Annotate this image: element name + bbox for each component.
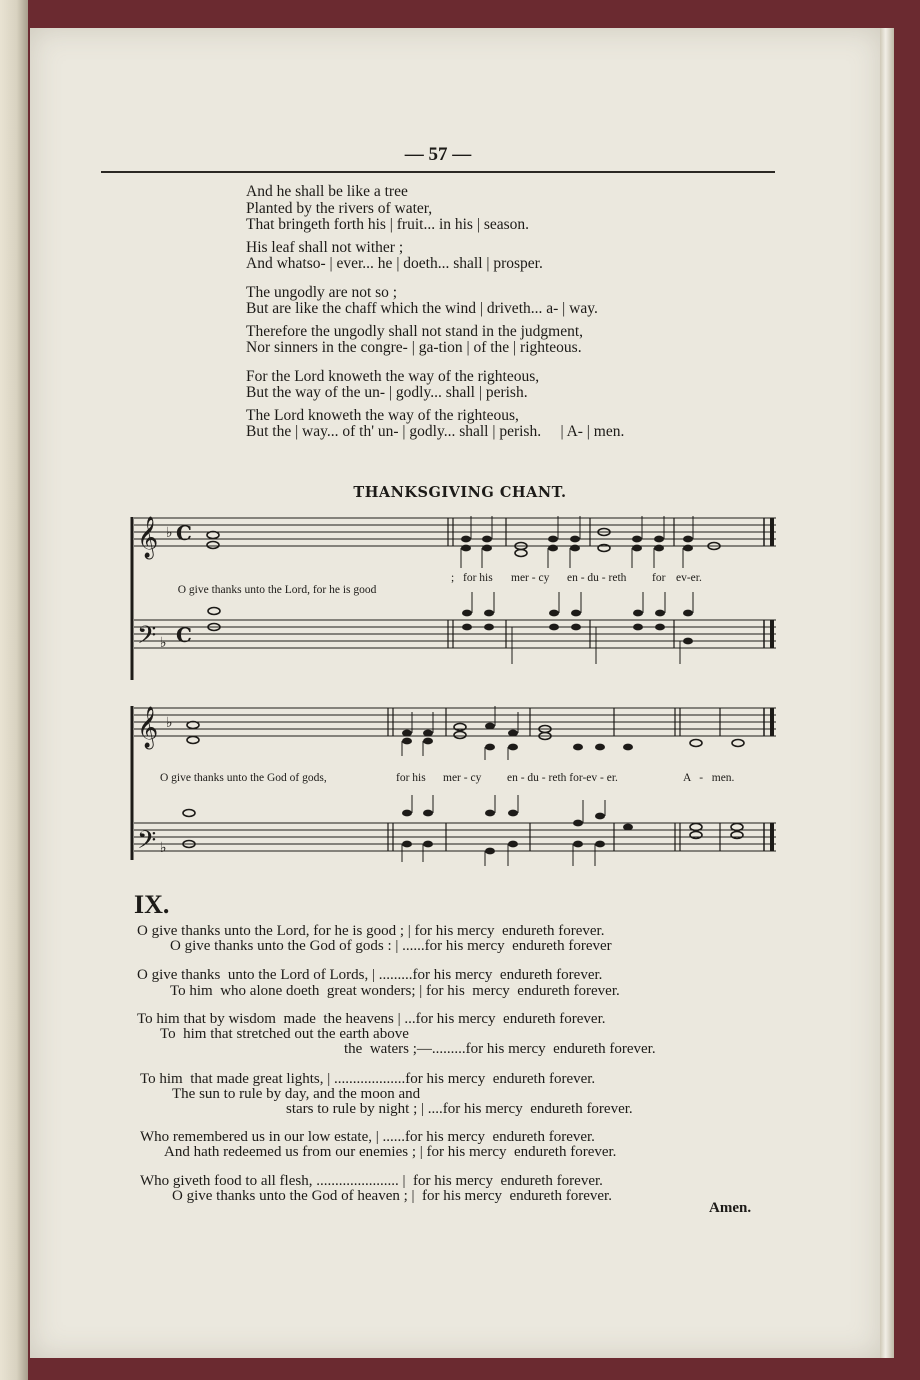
svg-text:𝄢: 𝄢 xyxy=(137,826,157,861)
lyric-syllable: ev-er. xyxy=(676,572,702,584)
psalm-line: That bringeth forth his | fruit... in his | season. xyxy=(246,216,530,233)
page-number: — 57 — xyxy=(404,144,472,165)
psalm-line: The Lord knoweth the way of the righteous, xyxy=(246,406,519,424)
psalm-line: For the Lord knoweth the way of the righteous, xyxy=(246,367,540,385)
lyric-phrase: O give thanks unto the Lord, for he is good xyxy=(177,584,377,596)
verse-line: O give thanks unto the God of heaven ; | for his mercy endureth forever. xyxy=(172,1188,612,1204)
verse-line: stars to rule by night ; | ....for his mercy endureth forever. xyxy=(286,1101,633,1117)
verse-line: Who giveth food to all flesh, ...................... | for his mercy endureth forever. xyxy=(140,1173,603,1189)
svg-text:♭: ♭ xyxy=(160,840,167,856)
psalm-line: But the | way... of th' un- | godly... shall | perish. | A- | men. xyxy=(246,423,625,440)
lyric-syllable: en - du - reth xyxy=(567,572,627,584)
lyric-syllable: for xyxy=(652,572,666,584)
verse-line: To him that by wisdom made the heavens | ...for his mercy endureth forever. xyxy=(137,1011,606,1027)
psalm-line: Therefore the ungodly shall not stand in the judgment, xyxy=(246,322,584,340)
svg-text:♭: ♭ xyxy=(166,715,173,731)
verse-line: O give thanks unto the Lord of Lords, | .........for his mercy endureth forever. xyxy=(137,967,603,983)
svg-text:C: C xyxy=(176,623,192,647)
svg-text:𝄞: 𝄞 xyxy=(137,707,159,748)
verse-line: The sun to rule by day, and the moon and xyxy=(172,1086,421,1102)
lyric-syllable: for his xyxy=(396,772,426,784)
chant-lyrics-2: O give thanks unto the God of gods, xyxy=(160,772,327,784)
lyric-syllable: for his xyxy=(463,572,493,584)
svg-text:𝄞: 𝄞 xyxy=(137,517,159,558)
verse-line: O give thanks unto the God of gods : | ......for his mercy endureth forever xyxy=(170,938,612,954)
svg-text:♭: ♭ xyxy=(160,635,167,651)
svg-text:♭: ♭ xyxy=(166,525,173,541)
lyric-syllable: en - du - reth for-ev - er. xyxy=(507,772,618,784)
verse-line: Who remembered us in our low estate, | ......for his mercy endureth forever. xyxy=(140,1129,595,1145)
psalm-line: Nor sinners in the congre- | ga-tion | of the | righteous. xyxy=(246,339,582,356)
verse-line: To him that made great lights, | ...................for his mercy endureth forever. xyxy=(140,1071,596,1087)
verse-line: And hath redeemed us from our enemies ; | for his mercy endureth forever. xyxy=(164,1144,617,1160)
lyric-syllable: A - men. xyxy=(683,772,735,784)
lyric-comma: ; xyxy=(451,572,455,584)
lyric-syllable: mer - cy xyxy=(443,772,482,784)
svg-text:𝄢: 𝄢 xyxy=(137,621,157,656)
psalm-line: But are like the chaff which the wind | driveth... a- | way. xyxy=(246,300,598,317)
section-numeral: IX. xyxy=(134,890,170,919)
verse-line: To him who alone doeth great wonders; | for his mercy endureth forever. xyxy=(170,983,620,999)
svg-text:C: C xyxy=(176,521,192,545)
psalm-line: The ungodly are not so ; xyxy=(246,283,398,301)
chant-lyrics-1 xyxy=(172,572,376,596)
verse-line: To him that stretched out the earth above xyxy=(160,1026,409,1042)
psalm-line: His leaf shall not wither ; xyxy=(246,238,404,256)
psalm-line: Planted by the rivers of water, xyxy=(246,199,433,217)
chant-title: THANKSGIVING CHANT. xyxy=(353,484,567,501)
verse-line: O give thanks unto the Lord, for he is good ; | for his mercy endureth forever. xyxy=(137,923,605,939)
psalm-line: But the way of the un- | godly... shall | perish. xyxy=(246,384,528,401)
lyric-syllable: mer - cy xyxy=(511,572,550,584)
verse-line: the waters ;—.........for his mercy endureth forever. xyxy=(344,1041,656,1057)
psalm-line: And whatso- | ever... he | doeth... shall | prosper. xyxy=(246,255,543,272)
psalm-line: And he shall be like a tree xyxy=(246,183,408,200)
amen-text: Amen. xyxy=(709,1200,752,1216)
